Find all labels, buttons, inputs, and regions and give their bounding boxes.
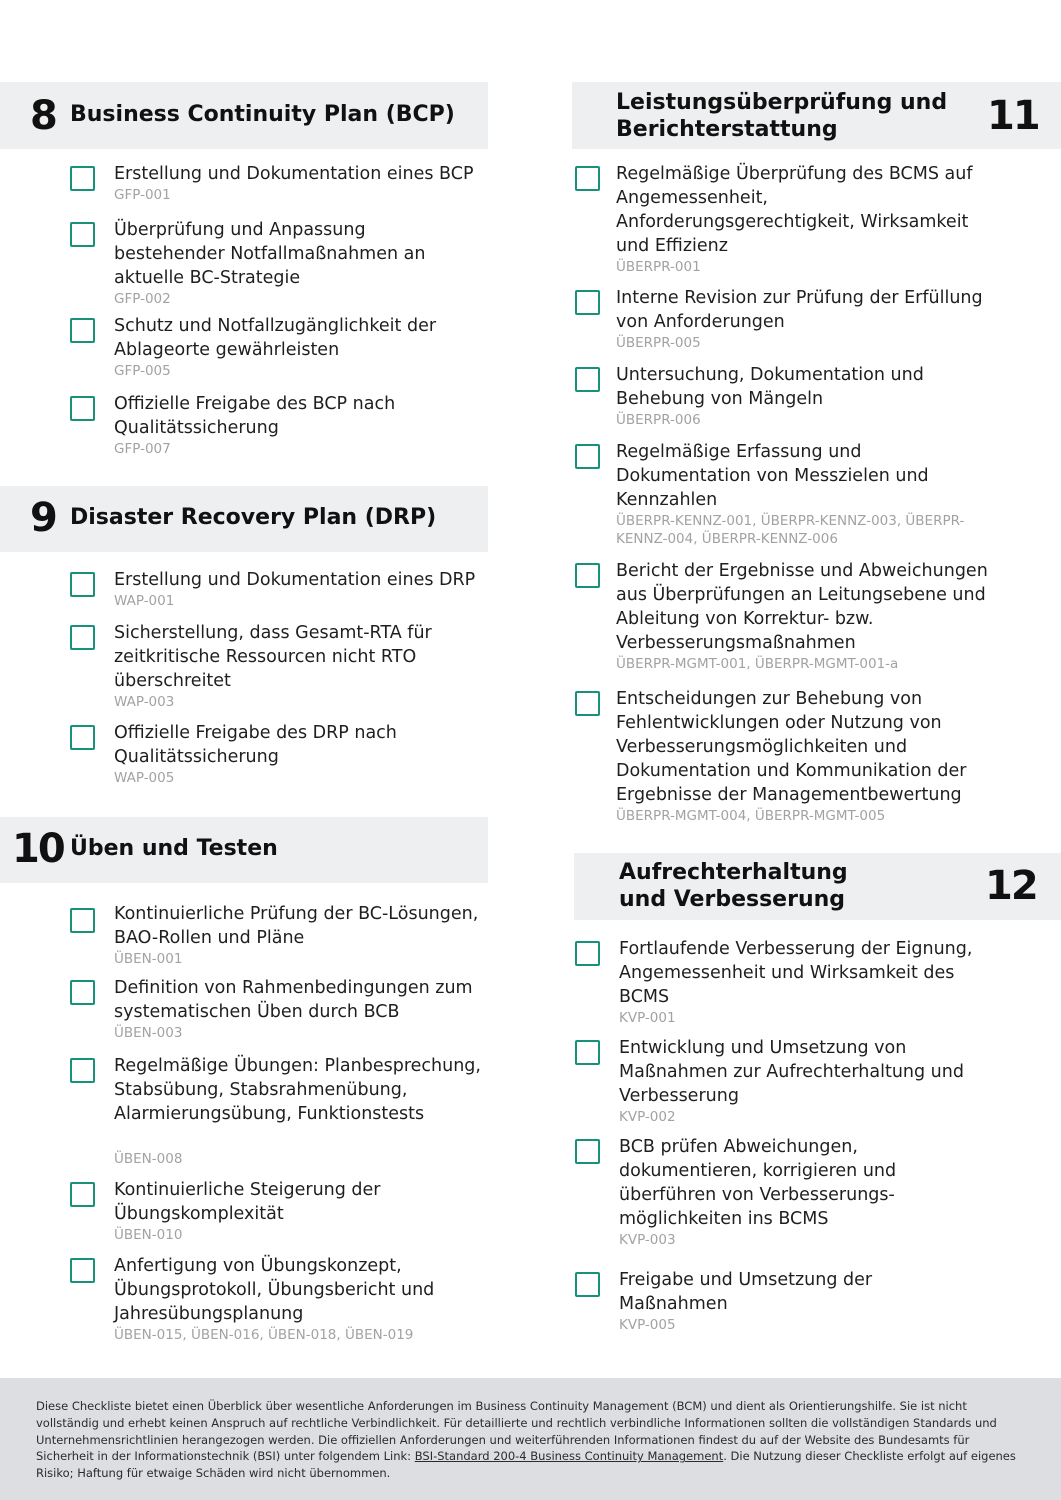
item-text: Offizielle Freigabe des BCP nach Qualitätssicherung	[114, 394, 396, 438]
item-text: Schutz und Notfallzugänglichkeit der Ablageorte gewährleisten	[114, 316, 437, 360]
item-code: KVP-005	[619, 1317, 676, 1333]
checkbox[interactable]	[575, 290, 600, 315]
item-text: Überprüfung und Anpassung bestehender Notfallmaßnahmen an aktuelle BC-Strategie	[114, 220, 426, 288]
checkbox[interactable]	[575, 166, 600, 191]
item-text: Regelmäßige Überprüfung des BCMS auf Angemessenheit, Anforderungsgerechtigkeit, Wirksamkeit und Effizienz	[616, 164, 973, 256]
section-header-uben	[0, 817, 488, 883]
item-text: Regelmäßige Erfassung und Dokumentation von Messzielen und Kennzahlen	[616, 442, 929, 510]
item-text: Bericht der Ergebnisse und Abweichungen aus Überprüfungen an Leitungsebene und Ableitung von Korrektur- bzw. Verbesserungsmaßnahmen	[616, 561, 988, 653]
checkbox[interactable]	[575, 444, 600, 469]
item-code: KVP-002	[619, 1109, 676, 1125]
checkbox[interactable]	[70, 572, 95, 597]
section-number: 10	[12, 826, 64, 872]
item-code: KVP-001	[619, 1010, 676, 1026]
section-title: Business Continuity Plan (BCP)	[70, 102, 455, 127]
checkbox[interactable]	[70, 725, 95, 750]
item-code: KVP-003	[619, 1232, 676, 1248]
item-code: ÜBERPR-006	[616, 412, 701, 428]
item-code: GFP-007	[114, 441, 171, 457]
checkbox[interactable]	[70, 222, 95, 247]
item-code: ÜBEN-015, ÜBEN-016, ÜBEN-018, ÜBEN-019	[114, 1327, 414, 1343]
item-text: Kontinuierliche Steigerung der Übungskomplexität	[114, 1180, 381, 1224]
checkbox[interactable]	[70, 396, 95, 421]
item-code: ÜBERPR-MGMT-004, ÜBERPR-MGMT-005	[616, 808, 886, 824]
item-code: ÜBEN-001	[114, 951, 183, 967]
item-text: Sicherstellung, dass Gesamt-RTA für zeitkritische Ressourcen nicht RTO überschreitet	[114, 623, 432, 691]
item-text: Fortlaufende Verbesserung der Eignung, Angemessenheit und Wirksamkeit des BCMS	[619, 939, 973, 1007]
item-code: GFP-001	[114, 187, 171, 203]
item-code: ÜBERPR-001	[616, 259, 701, 275]
item-text: BCB prüfen Abweichungen, dokumentieren, korrigieren und überführen von Verbesserungs-möglichkeiten ins BCMS	[619, 1137, 897, 1229]
item-code: WAP-001	[114, 593, 175, 609]
checkbox[interactable]	[575, 563, 600, 588]
item-text: Erstellung und Dokumentation eines BCP	[114, 164, 474, 184]
item-code: ÜBERPR-KENNZ-001, ÜBERPR-KENNZ-003, ÜBERPR-KENNZ-004, ÜBERPR-KENNZ-006	[616, 513, 965, 547]
checkbox[interactable]	[575, 1139, 600, 1164]
item-code: WAP-005	[114, 770, 175, 786]
item-text: Kontinuierliche Prüfung der BC-Lösungen, BAO-Rollen und Pläne	[114, 904, 479, 948]
item-text: Entwicklung und Umsetzung von Maßnahmen zur Aufrechterhaltung und Verbesserung	[619, 1038, 964, 1106]
checkbox[interactable]	[575, 1040, 600, 1065]
bsi-standard-link[interactable]: BSI-Standard 200-4 Business Continuity Management	[414, 1449, 724, 1464]
checkbox[interactable]	[575, 691, 600, 716]
section-title: Leistungsüberprüfung und Berichterstattung	[616, 90, 948, 142]
section-header-leistung	[572, 82, 1061, 149]
section-number: 9	[30, 495, 56, 541]
checkbox[interactable]	[70, 1258, 95, 1283]
item-code: GFP-002	[114, 291, 171, 307]
item-text: Interne Revision zur Prüfung der Erfüllung von Anforderungen	[616, 288, 983, 332]
section-header-bcp	[0, 82, 488, 149]
section-number: 11	[987, 93, 1039, 139]
item-code: ÜBEN-003	[114, 1025, 183, 1041]
section-title: Üben und Testen	[70, 836, 278, 861]
checkbox[interactable]	[70, 1182, 95, 1207]
section-number: 12	[985, 863, 1037, 909]
checkbox[interactable]	[70, 318, 95, 343]
checkbox[interactable]	[70, 908, 95, 933]
section-header-kvp	[574, 853, 1061, 920]
item-code: ÜBERPR-005	[616, 335, 701, 351]
item-text: Freigabe und Umsetzung der Maßnahmen	[619, 1270, 873, 1314]
item-code: ÜBERPR-MGMT-001, ÜBERPR-MGMT-001-a	[616, 656, 899, 672]
section-number: 8	[30, 93, 56, 139]
checkbox[interactable]	[70, 625, 95, 650]
disclaimer-text-after-link: . Die Nutzung dieser Checkliste erfolgt auf eigenes Risiko; Haftung für etwaige Schäden wird nicht übernommen.	[36, 1449, 1016, 1481]
checkbox[interactable]	[70, 166, 95, 191]
checkbox[interactable]	[70, 980, 95, 1005]
item-code: WAP-003	[114, 694, 175, 710]
checkbox[interactable]	[575, 941, 600, 966]
section-title: Aufrechterhaltung und Verbesserung	[619, 860, 848, 912]
checkbox[interactable]	[70, 1058, 95, 1083]
item-text: Offizielle Freigabe des DRP nach Qualitätssicherung	[114, 723, 397, 767]
item-text: Erstellung und Dokumentation eines DRP	[114, 570, 476, 590]
item-text: Regelmäßige Übungen: Planbesprechung, Stabsübung, Stabsrahmenübung, Alarmierungsübung, Funktionstests	[114, 1056, 481, 1124]
section-header-drp	[0, 486, 488, 552]
item-text: Entscheidungen zur Behebung von Fehlentwicklungen oder Nutzung von Verbesserungsmöglichkeiten und Dokumentation und Kommunikation der Ergebnisse der Managementbewertung	[616, 689, 967, 805]
item-text: Definition von Rahmenbedingungen zum systematischen Üben durch BCB	[114, 978, 473, 1022]
item-code: ÜBEN-008	[114, 1151, 183, 1167]
footer-disclaimer	[0, 1378, 1061, 1500]
item-code: GFP-005	[114, 363, 171, 379]
checkbox[interactable]	[575, 1272, 600, 1297]
disclaimer-text-before-link: Diese Checkliste bietet einen Überblick über wesentliche Anforderungen im Business Continuity Management (BCM) und dient als Orientierungshilfe. Sie ist nicht vollständig und erhebt keinen Anspruch auf rechtliche Verbindlichkeit. Für detaillierte und rechtlich verbindliche Informationen sollten die vollständigen Standards und Unternehmensrichtlinien herangezogen werden. Die offiziellen Anforderungen und weiterführenden Informationen findest du auf der Website des Bundesamts für Sicherheit in der Informationstechnik (BSI) unter folgendem Link:	[36, 1399, 997, 1464]
item-text: Untersuchung, Dokumentation und Behebung von Mängeln	[616, 365, 924, 409]
checkbox[interactable]	[575, 367, 600, 392]
item-code: ÜBEN-010	[114, 1227, 183, 1243]
item-text: Anfertigung von Übungskonzept, Übungsprotokoll, Übungsbericht und Jahresübungsplanung	[114, 1256, 435, 1324]
section-title: Disaster Recovery Plan (DRP)	[70, 505, 437, 530]
disclaimer-text	[36, 1398, 1026, 1482]
